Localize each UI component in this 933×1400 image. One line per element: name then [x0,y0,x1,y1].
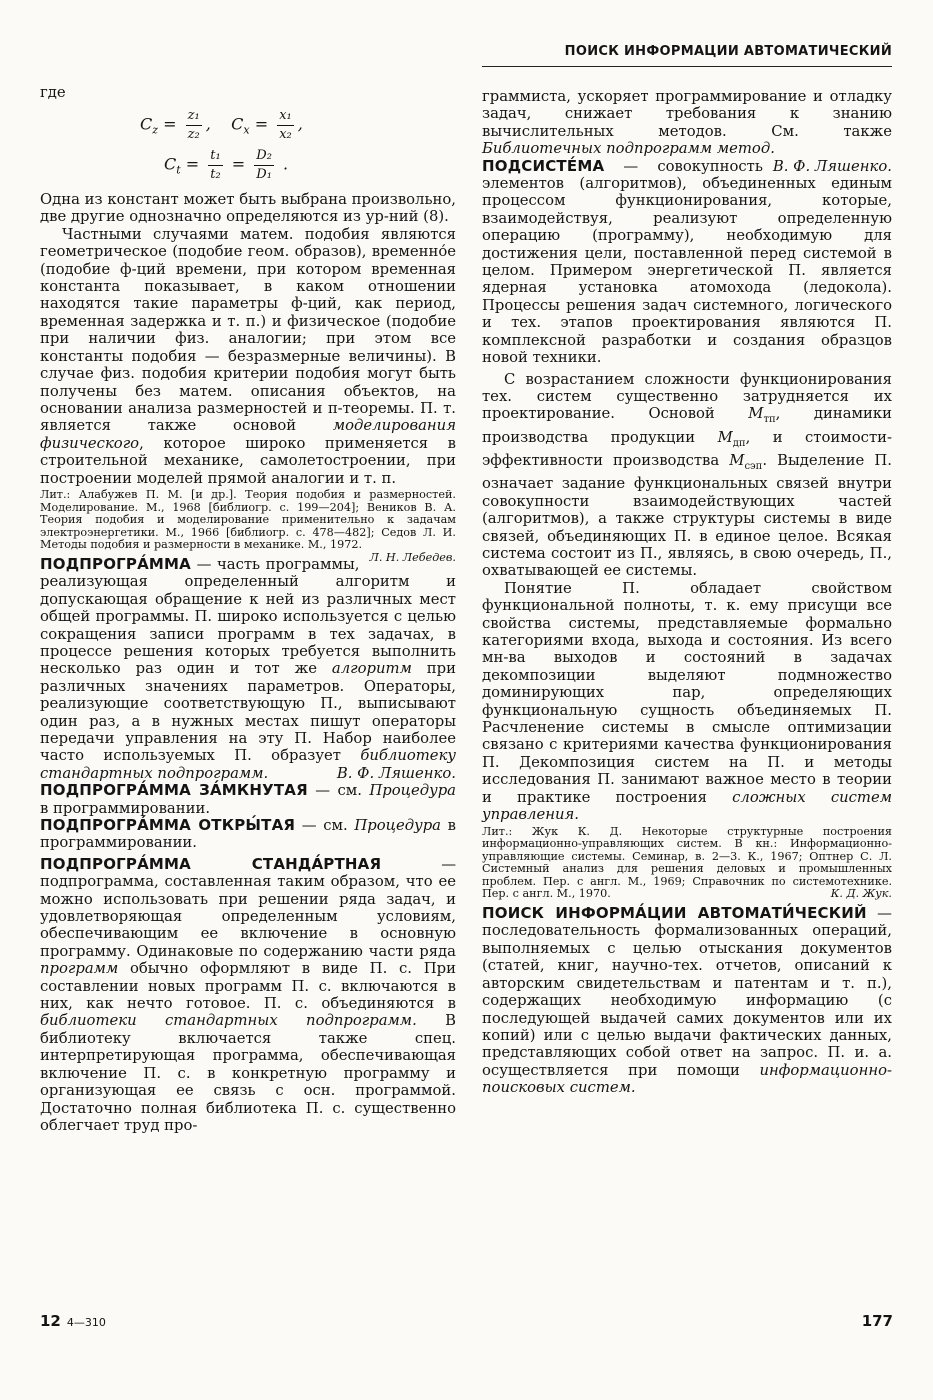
signature-mark: 12 4—310 [40,1312,106,1330]
running-header [482,44,892,67]
article-entry: ПОДПРОГРА́ММА СТАНДА́РТНАЯ — подпрограмма, составленная таким образом, что ее можно использовать при решении ряда задач, и удовлетворяющая определенным условиям, обеспечивающим ее включение в основную программу. Одинаковые по содержанию части ряда программ обычно оформляют в виде П. с. При составлении новых программ П. с. включаются в них, как нечто готовое. П. с. объединяются в библиотеки стандартных подпрограмм. В библиотеку включается также спец. интерпретирующая программа, обеспечивающая включение П. с. в конкретную программу и организующая ее связь с осн. программой. Достаточно полная библиотека П. с. существенно облегчает труд про- [40,854,457,1134]
article-entry: ПОИСК ИНФОРМА́ЦИИ АВТОМАТИ́ЧЕСКИЙ — последовательность формализованных операций, выполняемых с целью отыскания документов (статей, книг, научно-тех. отчетов, описаний к авторским свидетельствам и патентам и т. п.), содержащих необходимую информацию (с последующей выдачей самих документов или их копий) или с целью выдачи фактических данных, представляющих собой ответ на запрос. П. и. а. осуществляется при помощи информационно-поисковых систем. [482,904,892,1097]
article-entry: ПОДПРОГРА́ММА ЗА́МКНУТАЯ — см. Процедура в программировании. [40,781,456,817]
paragraph: Частными случаями матем. подобия являются геометрическое (подобие геом. образов), временно́е (подобие ф-ций времени, при котором временная константа показывает, в каком отношении находятся такие параметры ф-ций, как период, временная задержка и т. п.) и физическое (подобие при наличии физ. аналогии; при этом все константы подобия — безразмерные величины). В случае физ. подобия критерии подобия могут быть получены без матем. описания объектов, на основании анализа размерностей и π-теоремы. П. т. является также основой моделирования физического, которое широко применяется в строительной механике, самолетостроении, при построении моделей прямой аналогии и т. п. [40,225,456,487]
headword: ПОДСИСТЕ́МА [482,156,605,175]
fraction: $\frac{\text{x₁}}{\text{x₂}}$ [279,108,292,142]
where-label: где [40,84,66,101]
left-column [40,84,456,1134]
article-entry: ПОДСИСТЕ́МА — совокупность элементов (алгоритмов), объединенных единым процессом функционирования, которые, взаимодействуя, реализуют определенную операцию (программу), необходимую для достижения цели, поставленной перед системой в целом. Примером энергетической П. является ядерная установка атомохода (ледокола). Процессы решения задач системного, логического и тех. этапов проектирования являются П. комплексной разработки и создания образцов новой техники. [482,156,892,367]
headword: ПОДПРОГРА́ММА ОТКРЫ́ТАЯ [40,816,296,834]
running-title: ПОИСК ИНФОРМАЦИИ АВТОМАТИЧЕСКИЙ [564,44,892,59]
fraction: $\frac{\text{D₂}}{\text{D₁}}$ [256,148,272,182]
literature-list: Лит.: Жук К. Д. Некоторые структурные построения информационно-управляющих систем. В кн.: Информационно-управляющие системы. Семинар, в. 2—3. К., 1967; Оптнер С. Л. Системный анализ для решения деловых и промышленных проблем. Пер. с англ. М., 1969; Справочник по системотехнике. Пер. с англ. М., 1970. К. Д. Жук. [482,824,892,901]
fraction: $\frac{\text{t₁}}{\text{t₂}}$ [210,148,221,182]
headword: ПОДПРОГРА́ММА ЗА́МКНУТАЯ [40,781,308,800]
article-entry: ПОДПРОГРА́ММА — часть программы, реализующая определенный алгоритм и допускающая обращение к ней из различных мест общей программы. П. широко используется с целью сокращения записи программ в тех задачах, в процессе решения которых требуется выполнить несколько раз один и тот же алгоритм при различных значениях параметров. Операторы, реализующие соответствующую П., выписывают один раз, а в нужных местах пишут операторы передачи управления на эту П. Набор наиболее часто используемых П. образует библиотеку стандартных подпрограмм. В. Ф. Ляшенко. [40,554,456,782]
fraction: $\frac{\text{z₁}}{\text{z₂}}$ [187,108,200,142]
right-column [482,88,892,1097]
author-signature: В. Ф. Ляшенко. [772,157,892,175]
paragraph: Понятие П. обладает свойством функциональной полноты, т. к. ему присущи все свойства системы, представляемые формально категориями входа, выхода и состояния. Из всего мн-ва выходов и состояний в задачах декомпозиции выделяют подмножество доминирующих пар, определяющих функциональную сущность объединяемых П. Расчленение системы в смысле оптимизации связано с критериями качества функционирования П. Декомпозиция систем на П. и методы исследования П. занимают важное место в теории и практике построения сложных систем управления. [482,579,892,824]
literature-list: Лит.: Алабужев П. М. [и др.]. Теория подобия и размерностей. Моделирование. М., 1968 [библиогр. с. 199—204]; Веников В. А. Теория подобия и моделирование применительно к задачам электроэнергетики. М., 1966 [библиогр. с. 478—482]; Седов Л. И. Методы подобия и размерности в механике. М., 1972. Л. Н. Лебедев. [40,487,456,564]
author-signature: В. Ф. Ляшенко. [336,764,456,782]
paragraph: С возрастанием сложности функционирования тех. систем существенно затрудняется их проектирование. Основой $M_{тп}$, динамики производства продукции $M_{дп}$, и стоимости-эффективности производства $M_{сэп}$. Выделение П. означает задание функциональных связей внутри совокупности взаимодействующих частей (алгоритмов), а также структуры системы в виде связей, объединяющих П. в единое целое. Всякая система состоит из П., являясь, в свою очередь, П., охватывающей ее системы. [482,370,892,580]
headword: ПОДПРОГРА́ММА СТАНДА́РТНАЯ [40,854,382,873]
formula-2: $C_t$ = $\frac{\text{t₁}}{\text{t₂}}$ = $\frac{\text{D₂}}{\text{D₁}}$ . [164,148,289,182]
page-number: 177 [861,1312,893,1330]
headword: ПОДПРОГРА́ММА [40,554,191,573]
author-signature: К. Д. Жук. [830,887,892,901]
headword: ПОИСК ИНФОРМА́ЦИИ АВТОМАТИ́ЧЕСКИЙ [482,904,867,923]
paragraph: Одна из констант может быть выбрана произвольно, две другие однозначно определяются из ур-ний (8). [40,191,456,226]
paragraph: граммиста, ускоряет программирование и отладку задач, снижает требования к знанию вычислительных методов. См. также Библиотечных подпрограмм метод. В. Ф. Ляшенко. [482,88,892,175]
author-signature: Л. Н. Лебедев. [369,550,456,564]
article-entry: ПОДПРОГРА́ММА ОТКРЫ́ТАЯ — см. Процедура в программировании. [40,816,456,852]
formula-1: $C_z$ = $\frac{\text{z₁}}{\text{z₂}}$ , $C_x$ = $\frac{\text{x₁}}{\text{x₂}}$ , [140,108,303,142]
